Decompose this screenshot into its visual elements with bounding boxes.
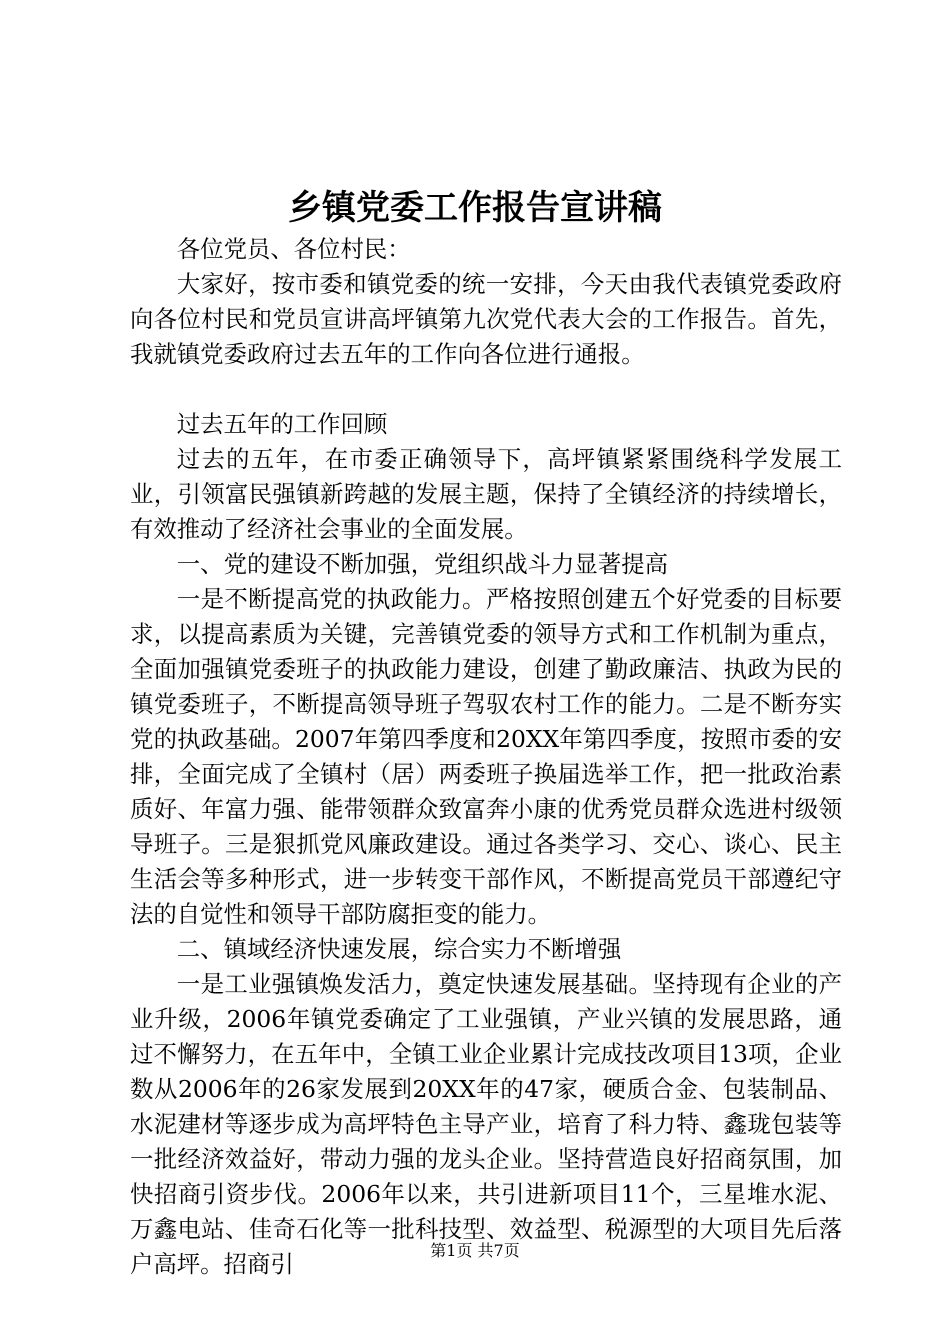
document-body — [130, 232, 842, 1282]
section-heading-economy: 二、镇域经济快速发展，综合实力不断增强 — [176, 935, 622, 963]
economy-paragraph: 一是工业强镇焕发活力，奠定快速发展基础。坚持现有企业的产业升级，2006年镇党委确定了工业强镇，产业兴镇的发展思路，通过不懈努力，在五年中，全镇工业企业累计完成技改项目13项，企业数从2006年的26家发展到20XX年的47家，硬质合金、包装制品、水泥建材等逐步成为高坪特色主导产业，培育了科力特、鑫珑包装等一批经济效益好，带动力强的龙头企业。坚持营造良好招商氛围，加快招商引资步伐。2006年以来，共引进新项目11个，三星堆水泥、万鑫电站、佳奇石化等一批科技型、效益型、税源型的大项目先后落户高坪。招商引 — [130, 970, 842, 1278]
section-heading-review: 过去五年的工作回顾 — [176, 410, 388, 438]
party-building-paragraph: 一是不断提高党的执政能力。严格按照创建五个好党委的目标要求，以提高素质为关键，完善镇党委的领导方式和工作机制为重点，全面加强镇党委班子的执政能力建设，创建了勤政廉洁、执政为民的镇党委班子，不断提高领导班子驾驭农村工作的能力。二是不断夯实党的执政基础。2007年第四季度和20XX年第四季度，按照市委的安排，全面完成了全镇村（居）两委班子换届选举工作，把一批政治素质好、年富力强、能带领群众致富奔小康的优秀党员群众选进村级领导班子。三是狠抓党风廉政建设。通过各类学习、交心、谈心、民主生活会等多种形式，进一步转变干部作风，不断提高党员干部遵纪守法的自觉性和领导干部防腐拒变的能力。 — [130, 585, 842, 928]
salutation-paragraph: 各位党员、各位村民： — [176, 235, 411, 263]
review-paragraph: 过去的五年，在市委正确领导下，高坪镇紧紧围绕科学发展工业，引领富民强镇新跨越的发展主题，保持了全镇经济的持续增长，有效推动了经济社会事业的全面发展。 — [130, 445, 842, 543]
document-title: 乡镇党委工作报告宣讲稿 — [288, 188, 662, 228]
page-number-footer: 第1页 共7页 — [430, 1241, 520, 1260]
section-heading-party-building: 一、党的建设不断加强，党组织战斗力显著提高 — [176, 550, 668, 578]
intro-paragraph: 大家好，按市委和镇党委的统一安排，今天由我代表镇党委政府向各位村民和党员宣讲高坪镇第九次党代表大会的工作报告。首先，我就镇党委政府过去五年的工作向各位进行通报。 — [130, 270, 842, 368]
